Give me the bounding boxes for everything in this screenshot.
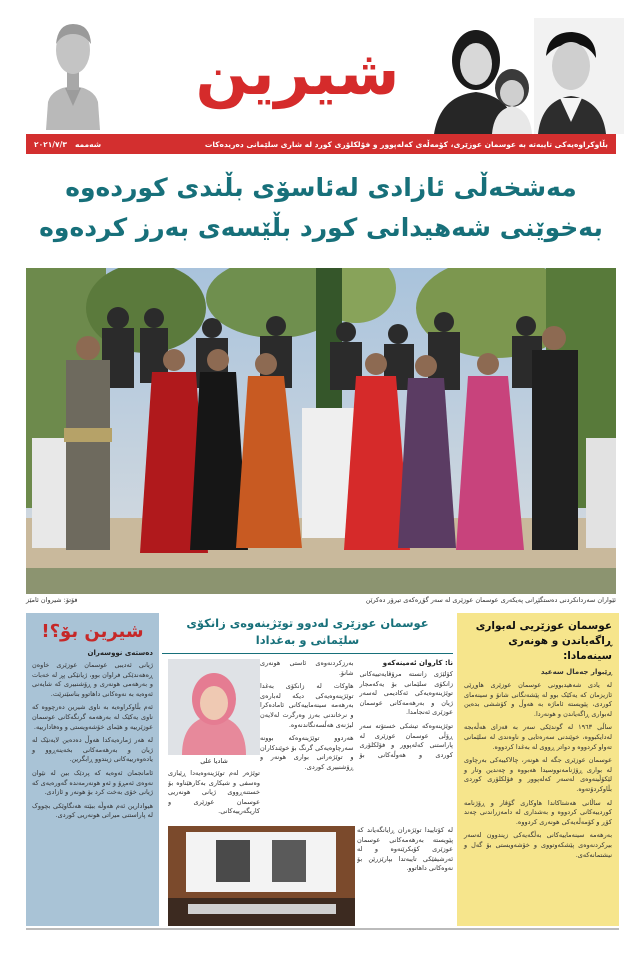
issue-day: شەممە — [74, 139, 102, 149]
article-paragraph: لە ساڵانی هەشتاکاندا هاوکاری گۆڤار و ڕۆژنامە کوردییەکانی کردووە و بەشداری لە دامەزراندنی چەند کۆڕ و کۆمەڵەیەکی هونەری کردووە. — [464, 798, 612, 826]
article-paragraph: هەردوو توێژینەوەکە بوونە سەرچاوەیەکی گرنگ بۆ خوێندکاران و توێژەرانی بواری هونەر و ڕۆشنبیری کوردی. — [260, 734, 354, 771]
article-why-shirin-title: شیرین بۆ؟! — [41, 621, 144, 642]
article-university-research-title: عوسمان عوزێری لەدوو توێژینەوەی زانکۆی سلێمانی و بەغدادا — [186, 616, 429, 647]
article-paragraph: توێژینەوەکە تیشکی خستۆتە سەر ڕۆڵی عوسمان عوزێری لە پاراستنی کەلەپوور و فۆلکلۆری کوردی و هەوڵەکانی بۆ بەرزکردنەوەی ئاستی هونەری شانۆ. — [260, 659, 453, 759]
article-why-shirin-byline: دەستەی نووسەران — [87, 649, 153, 657]
article-media-cinema-byline: ڕێبوار جەمال سەعید — [540, 668, 612, 676]
photo-caption: ئێواران سەردانکردنی دەستگێڕانی پەیکەری عوسمان عوزێری لە سەر گۆڕەکەی تیرۆر دەکرێن — [365, 596, 616, 604]
headline-line-2: بەخوێنی شەهیدانی کورد بڵێسەی بەرز کردەوە — [39, 213, 603, 242]
conference-photo — [168, 826, 355, 926]
profile-photo-caption: شادیا علی — [200, 757, 228, 765]
article-paragraph: لە یادی شەهیدبوونی عوسمان عوزێری هاوڕێی ئازیزمان کە یەکێک بوو لە پێشەنگانی شانۆ و سینەمای کوردی، پێویستە ئاماژە بە هەوڵ و کۆششی بدەین لەبواری ڕاگەیاندن و هونەردا. — [464, 681, 612, 718]
article-paragraph: ئامانجمان ئەوەیە کە پردێک بین لە نێوان نەوەی ئەمڕۆ و ئەو هونەرمەندە گەورەیەی کە ژیانی خۆی بەخت کرد بۆ هونەر و ئازادی. — [32, 768, 153, 797]
article-paragraph: عوسمان عوزێری جگە لە هونەر، چالاکییەکی بەرچاوی لە بواری ڕۆژنامەنووسیدا هەبووە و چەندین وتار و لێکۆڵینەوەی لەسەر کەلەپوور و فۆلکلۆری کوردی بڵاوکردۆتەوە. — [464, 756, 612, 793]
masthead-info-bar — [26, 134, 616, 154]
issue-date-value: ٢٠٢١/٧/٣ — [34, 139, 67, 149]
article-paragraph: لە کۆتاییدا توێژەران ڕایانگەیاند کە پێویستە بەرهەمەکانی عوسمان عوزێری کۆبکرێنەوە و لە ئەرشیفێکی تایبەتدا بپارێزرێن بۆ نەوەکانی داهاتوو. — [357, 826, 453, 873]
statue-bust-image — [38, 10, 108, 130]
article-media-cinema-title: عوسمان عوزێریی لەبواری ڕاگەیاندن و هونەری سینەمادا: — [475, 620, 612, 662]
article-paragraph: توێژەر لەم توێژینەوەیەدا ڕێبازی وەسفی و شیکاری بەکارهێناوە بۆ خستنەڕووی ژیانی هونەریی عوسمان عوزێری و کاریگەرییەکانی. — [168, 769, 260, 816]
family-portrait-image — [414, 18, 624, 134]
photo-credit: فۆتۆ: شیروان ئامێز — [26, 596, 78, 604]
article-paragraph: هاوکات لە زانکۆی بەغدا توێژینەوەیەکی دیکە لەبارەی بەرهەمە سینەماییەکانی ئامادەکرا و نرخاندنی بەرز وەرگرت لەلایەن لیژنەی هەڵسەنگاندنەوە. — [260, 682, 354, 729]
main-headline — [26, 168, 616, 248]
article-paragraph: کۆلێژی زانستە مرۆڤایەتییەکانی زانکۆی سلێمانی بۆ یەکەمجار توێژینەوەیەکی ئەکادیمی لەسەر ژیان و بەرهەمەکانی عوسمان عوزێری ئەنجامدا. — [359, 670, 453, 717]
article-university-research-body — [260, 659, 453, 839]
headline-line-1: مەشخەڵی ئازادی لەئاسۆی بڵندی کوردەوە — [65, 173, 577, 202]
article-author: نا: کاروان ئەمینەکەو — [382, 659, 453, 667]
newspaper-logo: شیرین — [195, 36, 400, 109]
article-university-research — [162, 613, 453, 926]
profile-photo-woman — [168, 659, 260, 755]
article-university-research-continued — [357, 826, 453, 926]
article-paragraph: ساڵی ١٩٦٣ لە گوندێکی سەر بە قەزای هەڵەبجە لەدایکبووە، خوێندنی سەرەتایی و ناوەندی لە سلێمانی تەواو کردووە و دواتر ڕووی لە بەغدا کردووە. — [464, 723, 612, 751]
article-why-shirin — [26, 613, 159, 926]
article-paragraph: ژیانی ئەدیبی عوسمان عوزێری خاوەن ڕەهەندێکی فراوان بوو، ژیانێکی پڕ لە خەبات و بەرهەمی هونەری و ڕۆشنبیری کە شایەنی ئەوەیە بە نەوەکانی داهاتوو بناسێنرێت. — [32, 661, 153, 698]
page-bottom-rule — [26, 928, 619, 930]
masthead — [0, 0, 639, 134]
issue-date — [34, 140, 101, 149]
photo-caption-row — [26, 596, 616, 610]
divider — [162, 653, 453, 654]
article-media-cinema — [457, 613, 619, 926]
masthead-tagline: بڵاوکراوەیەکی تایبەتە بە عوسمان عوزێری، کۆمەڵەی کەلەپوور و فۆلکلۆری کورد لە شاری سلێمانی دەریدەکات — [204, 139, 608, 149]
article-paragraph: بەرهەمە سینەماییەکانی بەڵگەیەکی زیندوون لەسەر بیرکردنەوەی پێشکەوتووی و خۆشەویستی بۆ گەل و نیشتمانەکەی. — [464, 831, 612, 859]
article-paragraph: لە هەر ژمارەیەکدا هەوڵ دەدەین لایەنێک لە ژیان و بەرهەمەکانی بخەینەڕوو و یادەوەرییەکانی زیندوو ڕابگرین. — [32, 736, 153, 764]
article-paragraph: هیوادارین ئەم هەوڵە ببێتە هەنگاوێکی بچووک لە پاراستنی میراتی هونەریی کوردی. — [32, 801, 153, 820]
group-photo-at-grave — [26, 268, 616, 594]
article-paragraph: ئەم بڵاوکراوەیە بە ناوی شیرین دەرچووە کە ناوی یەکێک لە بەرهەمە گرنگەکانی عوسمان عوزێرییە و هێمای خۆشەویستی و وەفادارییە. — [32, 703, 153, 731]
